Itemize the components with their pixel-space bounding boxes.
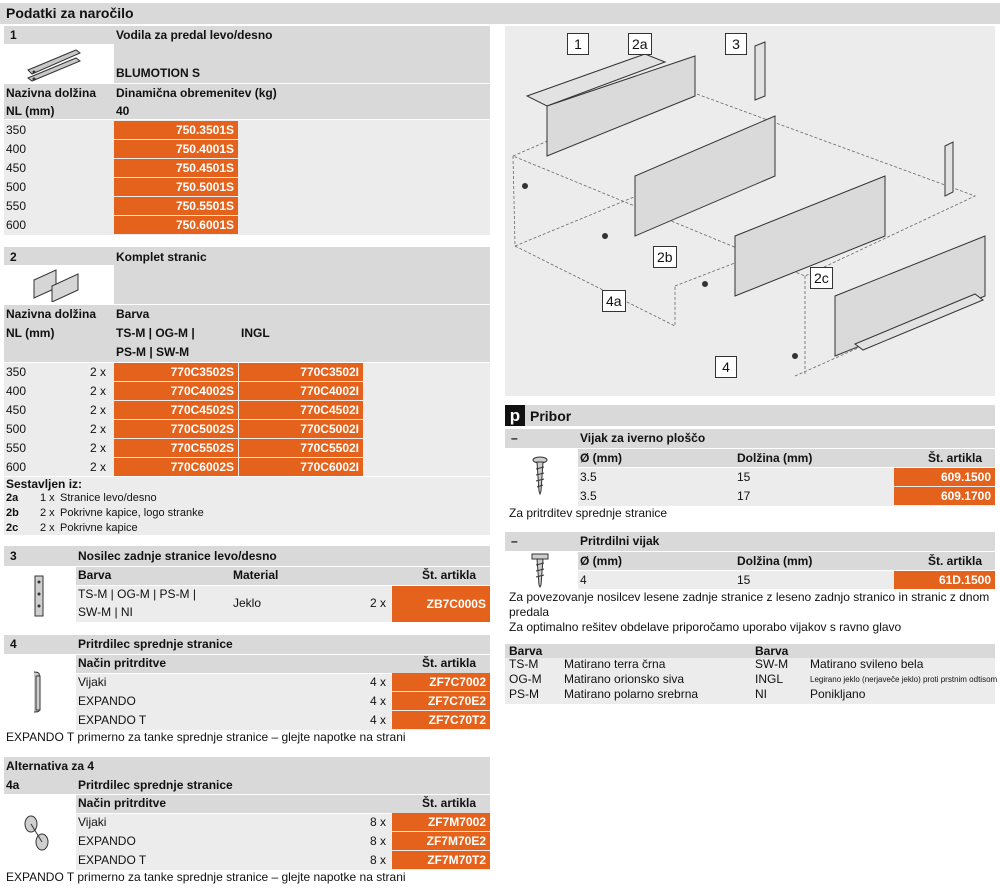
screw2-col-l: Dolžina (mm) xyxy=(737,554,813,568)
screw2-title: Pritrdilni vijak xyxy=(580,534,660,548)
s4a-article[interactable]: ZF7M70E2 xyxy=(392,832,490,850)
s3-qty: 2 x xyxy=(370,596,387,610)
screw2-article[interactable]: 61D.1500 xyxy=(894,571,995,589)
s4-row-qty: 4 x xyxy=(370,713,387,727)
screw1-article[interactable]: 609.1700 xyxy=(894,487,995,505)
s1-article[interactable]: 750.5501S xyxy=(114,197,238,215)
s2-row-nl: 450 xyxy=(6,403,27,417)
s4a-number: 4a xyxy=(6,778,20,792)
legend-desc: Matirano terra črna xyxy=(564,657,666,671)
legend-desc: Matirano polarno srebrna xyxy=(564,687,699,701)
s1-table xyxy=(4,120,490,235)
s1-row-nl: 400 xyxy=(6,142,27,156)
s4a-article[interactable]: ZF7M70T2 xyxy=(392,851,490,869)
s2-row-qty: 2 x xyxy=(90,365,107,379)
screw1-row-l: 15 xyxy=(737,470,751,484)
page-title: Podatki za naročilo xyxy=(6,5,134,21)
s4a-note: EXPANDO T primerno za tanke sprednje stranice – glejte napotke na strani xyxy=(6,870,406,884)
s3-material: Jeklo xyxy=(233,596,262,610)
s3-color-1: TS-M | OG-M | PS-M | xyxy=(78,587,197,601)
s3-col-color: Barva xyxy=(78,568,112,582)
s4-col-article: Št. artikla xyxy=(422,656,477,670)
s2-article-ingl[interactable]: 770C4002I xyxy=(239,382,363,400)
legend-header-right: Barva xyxy=(755,644,789,658)
s1-load: 40 xyxy=(116,104,130,118)
s4a-row-mode: EXPANDO T xyxy=(78,853,147,867)
s4-row-qty: 4 x xyxy=(370,694,387,708)
screw1-row-d: 3.5 xyxy=(580,489,597,503)
s2-article-tsm[interactable]: 770C6002S xyxy=(114,458,238,476)
s2-article-tsm[interactable]: 770C3502S xyxy=(114,363,238,381)
s2-part-id: 2b xyxy=(6,507,19,519)
s2-part-id: 2a xyxy=(6,492,19,504)
screw2-col-d: Ø (mm) xyxy=(580,554,622,568)
s2-part-id: 2c xyxy=(6,522,19,534)
s2-article-ingl[interactable]: 770C6002I xyxy=(239,458,363,476)
diagram-callout-3: 3 xyxy=(725,33,747,55)
s4-article[interactable]: ZF7C70T2 xyxy=(392,711,490,729)
screw2-note-1b: predala xyxy=(509,605,550,619)
s2-row-nl: 500 xyxy=(6,422,27,436)
s2-row-nl: 400 xyxy=(6,384,27,398)
exploded-diagram xyxy=(505,26,995,396)
s2-article-ingl[interactable]: 770C3502I xyxy=(239,363,363,381)
legend-code: SW-M xyxy=(755,657,789,671)
diagram-callout-2a: 2a xyxy=(628,33,652,55)
screw1-dash: – xyxy=(511,431,518,445)
s1-article[interactable]: 750.5001S xyxy=(114,178,238,196)
s1-row-nl: 450 xyxy=(6,161,27,175)
drawer-runner-icon xyxy=(24,44,84,82)
s2-article-tsm[interactable]: 770C5502S xyxy=(114,439,238,457)
s2-article-ingl[interactable]: 770C5002I xyxy=(239,420,363,438)
s2-row-qty: 2 x xyxy=(90,460,107,474)
side-panel-set-icon xyxy=(30,266,86,302)
s2-col-nl: Nazivna dolžina xyxy=(6,307,97,321)
s2-article-tsm[interactable]: 770C4502S xyxy=(114,401,238,419)
s1-row-nl: 550 xyxy=(6,199,27,213)
s1-article[interactable]: 750.6001S xyxy=(114,216,238,234)
s2-article-tsm[interactable]: 770C4002S xyxy=(114,382,238,400)
legend-code: PS-M xyxy=(509,687,539,701)
s4a-row-mode: EXPANDO xyxy=(78,834,136,848)
diagram-callout-4: 4 xyxy=(715,356,737,378)
s1-title: Vodila za predal levo/desno xyxy=(116,28,273,42)
legend-desc: Ponikljano xyxy=(810,687,866,701)
s4-number: 4 xyxy=(10,637,17,651)
fixing-screw-icon xyxy=(530,552,550,588)
screw2-row-l: 15 xyxy=(737,573,751,587)
s2-article-ingl[interactable]: 770C4502I xyxy=(239,401,363,419)
screw1-col-d: Ø (mm) xyxy=(580,451,622,465)
s2-title: Komplet stranic xyxy=(116,250,207,264)
s2-part-name: Stranice levo/desno xyxy=(60,492,157,504)
s3-color-2: SW-M | NI xyxy=(78,605,133,619)
pribor-icon: p xyxy=(505,405,525,426)
screw1-col-l: Dolžina (mm) xyxy=(737,451,813,465)
s4-article[interactable]: ZF7C70E2 xyxy=(392,692,490,710)
diagram-callout-1: 1 xyxy=(567,33,589,55)
s1-article[interactable]: 750.3501S xyxy=(114,121,238,139)
legend-code: TS-M xyxy=(509,657,539,671)
s3-col-material: Material xyxy=(233,568,279,582)
s4a-col-mode: Način pritrditve xyxy=(78,796,167,810)
screw2-col-art: Št. artikla xyxy=(928,554,983,568)
s4-note: EXPANDO T primerno za tanke sprednje stranice – glejte napotke na strani xyxy=(6,730,406,744)
s2-col-nl-unit: NL (mm) xyxy=(6,326,55,340)
s4a-row-qty: 8 x xyxy=(370,815,387,829)
s4a-row-qty: 8 x xyxy=(370,834,387,848)
legend-code: NI xyxy=(755,687,767,701)
s3-number: 3 xyxy=(10,549,17,563)
s4-row-mode: EXPANDO xyxy=(78,694,136,708)
s2-row-qty: 2 x xyxy=(90,384,107,398)
title-bar xyxy=(0,3,1000,24)
s4a-row-qty: 8 x xyxy=(370,853,387,867)
s2-col-tsm2: PS-M | SW-M xyxy=(116,345,190,359)
s2-sestav: Sestavljen iz: xyxy=(6,477,83,491)
pribor-title: Pribor xyxy=(530,408,572,424)
s2-number: 2 xyxy=(10,250,17,264)
s1-row-nl: 350 xyxy=(6,123,27,137)
screw1-title: Vijak za iverno ploščo xyxy=(580,431,706,445)
legend-header-left: Barva xyxy=(509,644,543,658)
s1-row-nl: 600 xyxy=(6,218,27,232)
screw1-article[interactable]: 609.1500 xyxy=(894,468,995,486)
s3-article[interactable]: ZB7C000S xyxy=(392,586,490,622)
s4-row-mode: EXPANDO T xyxy=(78,713,147,727)
s1-article[interactable]: 750.4001S xyxy=(114,140,238,158)
s1-row-nl: 500 xyxy=(6,180,27,194)
screw2-dash: – xyxy=(511,534,518,548)
s2-col-ingl: INGL xyxy=(241,326,270,340)
s2-row-nl: 600 xyxy=(6,460,27,474)
s4a-article[interactable]: ZF7M7002 xyxy=(392,813,490,831)
s4a-row-mode: Vijaki xyxy=(78,815,107,829)
s2-row-nl: 350 xyxy=(6,365,27,379)
s4a-col-article: Št. artikla xyxy=(422,796,477,810)
s2-part-qty: 2 x xyxy=(40,507,55,519)
s4-col-mode: Način pritrditve xyxy=(78,656,167,670)
chipboard-screw-icon xyxy=(530,455,550,495)
alt-front-fixing-icon xyxy=(22,814,52,854)
screw1-note: Za pritrditev sprednje stranice xyxy=(509,506,668,520)
s3-title: Nosilec zadnje stranice levo/desno xyxy=(78,549,277,563)
back-bracket-icon xyxy=(30,574,48,618)
legend-desc: Matirano orionsko siva xyxy=(564,672,685,686)
s3-col-article: Št. artikla xyxy=(422,568,477,582)
legend-code: INGL xyxy=(755,672,784,686)
screw1-col-art: Št. artikla xyxy=(928,451,983,465)
screw2-note-2: Za optimalno rešitev obdelave priporočamo uporabo vijakov s ravno glavo xyxy=(509,620,902,634)
s4-article[interactable]: ZF7C7002 xyxy=(392,673,490,691)
diagram-callout-2c: 2c xyxy=(810,267,833,289)
s2-part-name: Pokrivne kapice, logo stranke xyxy=(60,507,204,519)
diagram-callout-4a: 4a xyxy=(602,290,626,312)
s4-title: Pritrdilec sprednje stranice xyxy=(78,637,233,651)
s2-col-tsm: TS-M | OG-M | xyxy=(116,326,195,340)
s1-article[interactable]: 750.4501S xyxy=(114,159,238,177)
screw2-row-d: 4 xyxy=(580,573,587,587)
s4-row-mode: Vijaki xyxy=(78,675,107,689)
s2-col-color: Barva xyxy=(116,307,150,321)
s2-row-qty: 2 x xyxy=(90,422,107,436)
s2-article-tsm[interactable]: 770C5002S xyxy=(114,420,238,438)
front-fixing-icon xyxy=(30,668,46,716)
screw1-row-d: 3.5 xyxy=(580,470,597,484)
s1-col-nl-unit: NL (mm) xyxy=(6,104,55,118)
screw2-note-1: Za povezovanje nosilcev lesene zadnje stranice z leseno zadnjo stranico in stranic z dnom xyxy=(509,590,990,604)
s2-row-nl: 550 xyxy=(6,441,27,455)
s2-part-qty: 2 x xyxy=(40,522,55,534)
s4a-title: Pritrdilec sprednje stranice xyxy=(78,778,233,792)
s1-brand: BLUMOTION S xyxy=(116,66,200,80)
s1-col-nl: Nazivna dolžina xyxy=(6,86,97,100)
s2-article-ingl[interactable]: 770C5502I xyxy=(239,439,363,457)
legend-desc: Legirano jeklo (nerjaveče jeklo) proti prstnim odtisom xyxy=(810,675,998,684)
screw1-row-l: 17 xyxy=(737,489,751,503)
diagram-callout-2b: 2b xyxy=(653,246,677,268)
s2-part-qty: 1 x xyxy=(40,492,55,504)
s4-row-qty: 4 x xyxy=(370,675,387,689)
s2-part-name: Pokrivne kapice xyxy=(60,522,138,534)
s1-col-load: Dinamična obremenitev (kg) xyxy=(116,86,277,100)
s2-row-qty: 2 x xyxy=(90,403,107,417)
s4a-alt: Alternativa za 4 xyxy=(6,759,95,773)
legend-code: OG-M xyxy=(509,672,542,686)
legend-desc: Matirano svileno bela xyxy=(810,657,924,671)
s2-row-qty: 2 x xyxy=(90,441,107,455)
s1-number: 1 xyxy=(10,28,17,42)
